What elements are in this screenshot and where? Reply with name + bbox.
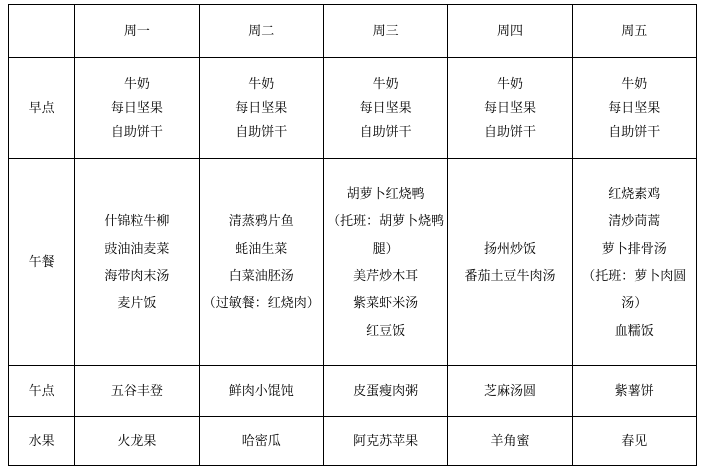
cell-fruit-wednesday: 阿克苏苹果: [323, 417, 447, 466]
menu-sheet: [0, 4, 709, 470]
cell-breakfast-wednesday: [323, 58, 447, 159]
cell-fruit-tuesday: 哈密瓜: [199, 417, 323, 466]
cell-lunch-wednesday: [323, 159, 447, 366]
cell-line: 红豆饭: [366, 322, 406, 338]
cell-line: 胡萝卜红烧鸭: [346, 186, 425, 202]
cell-line: 海带肉末汤: [104, 268, 170, 283]
cell-line: 萝卜排骨汤: [601, 240, 667, 256]
cell-line: 红烧素鸡: [608, 186, 661, 202]
cell-lunch-friday: [572, 159, 696, 366]
cell-line: 自助饼干: [359, 124, 412, 140]
row-label-breakfast: 早点: [9, 58, 75, 159]
cell-lunch-thursday: [448, 159, 572, 366]
cell-line: 豉油油麦菜: [104, 240, 170, 256]
cell-line: 白菜油胚汤: [228, 268, 294, 283]
table-body: [9, 58, 697, 466]
cell-line: 清炒茼蒿: [608, 213, 661, 229]
cell-line: 血糯饭: [614, 322, 654, 338]
header-day-1: 周一: [75, 5, 199, 58]
header-day-2: 周二: [199, 5, 323, 58]
cell-line: 美芹炒木耳: [353, 268, 419, 283]
cell-fruit-thursday: 羊角蜜: [448, 417, 572, 466]
cell-lunch-tuesday: [199, 159, 323, 366]
cell-line: 牛奶: [496, 75, 523, 91]
cell-line: 牛奶: [248, 75, 275, 91]
cell-line: 牛奶: [372, 75, 399, 91]
cell-line: 每日坚果: [235, 99, 288, 115]
header-day-3: 周三: [323, 5, 447, 58]
cell-line: 每日坚果: [359, 99, 412, 115]
cell-line: 扬州炒饭: [483, 240, 536, 256]
header-day-5: 周五: [572, 5, 696, 58]
header-day-4: 周四: [448, 5, 572, 58]
cell-snack-monday: 五谷丰登: [75, 366, 199, 417]
table-row: [9, 366, 697, 417]
cell-fruit-monday: 火龙果: [75, 417, 199, 466]
cell-snack-tuesday: 鲜肉小馄饨: [199, 366, 323, 417]
cell-line: 自助饼干: [110, 124, 163, 140]
cell-snack-thursday: 芝麻汤圆: [448, 366, 572, 417]
cell-line: （托班：萝卜肉圆汤）: [582, 268, 687, 311]
cell-line: 清蒸鸦片鱼: [228, 213, 294, 229]
cell-line: （托班：胡萝卜烧鸭腿）: [327, 213, 445, 256]
cell-line: 自助饼干: [483, 124, 536, 140]
cell-line: 什锦粒牛柳: [104, 213, 170, 229]
cell-fruit-friday: 春见: [572, 417, 696, 466]
header-row: [9, 5, 697, 58]
cell-breakfast-friday: [572, 58, 696, 159]
cell-line: 蚝油生菜: [235, 240, 288, 256]
cell-breakfast-thursday: [448, 58, 572, 159]
cell-line: 紫菜虾米汤: [353, 295, 419, 311]
cell-line: 每日坚果: [608, 99, 661, 115]
cell-line: 麦片饭: [117, 295, 157, 311]
cell-line: 番茄土豆牛肉汤: [464, 268, 556, 283]
cell-line: 每日坚果: [110, 99, 163, 115]
cell-line: 自助饼干: [235, 124, 288, 140]
cell-lunch-monday: [75, 159, 199, 366]
cell-breakfast-monday: [75, 58, 199, 159]
cell-line: 自助饼干: [608, 124, 661, 140]
cell-line: 牛奶: [123, 75, 150, 91]
row-label-lunch: 午餐: [9, 159, 75, 366]
weekly-menu-table: [8, 4, 697, 466]
table-corner-cell: [9, 5, 75, 58]
row-label-afternoon-snack: 午点: [9, 366, 75, 417]
cell-line: 每日坚果: [483, 99, 536, 115]
cell-snack-wednesday: 皮蛋瘦肉粥: [323, 366, 447, 417]
table-row: [9, 58, 697, 159]
cell-snack-friday: 紫薯饼: [572, 366, 696, 417]
cell-line: 牛奶: [621, 75, 648, 91]
table-header: [9, 5, 697, 58]
row-label-fruit: 水果: [9, 417, 75, 466]
table-row: [9, 417, 697, 466]
cell-breakfast-tuesday: [199, 58, 323, 159]
table-row: [9, 159, 697, 366]
cell-line: （过敏餐：红烧肉）: [202, 295, 320, 311]
